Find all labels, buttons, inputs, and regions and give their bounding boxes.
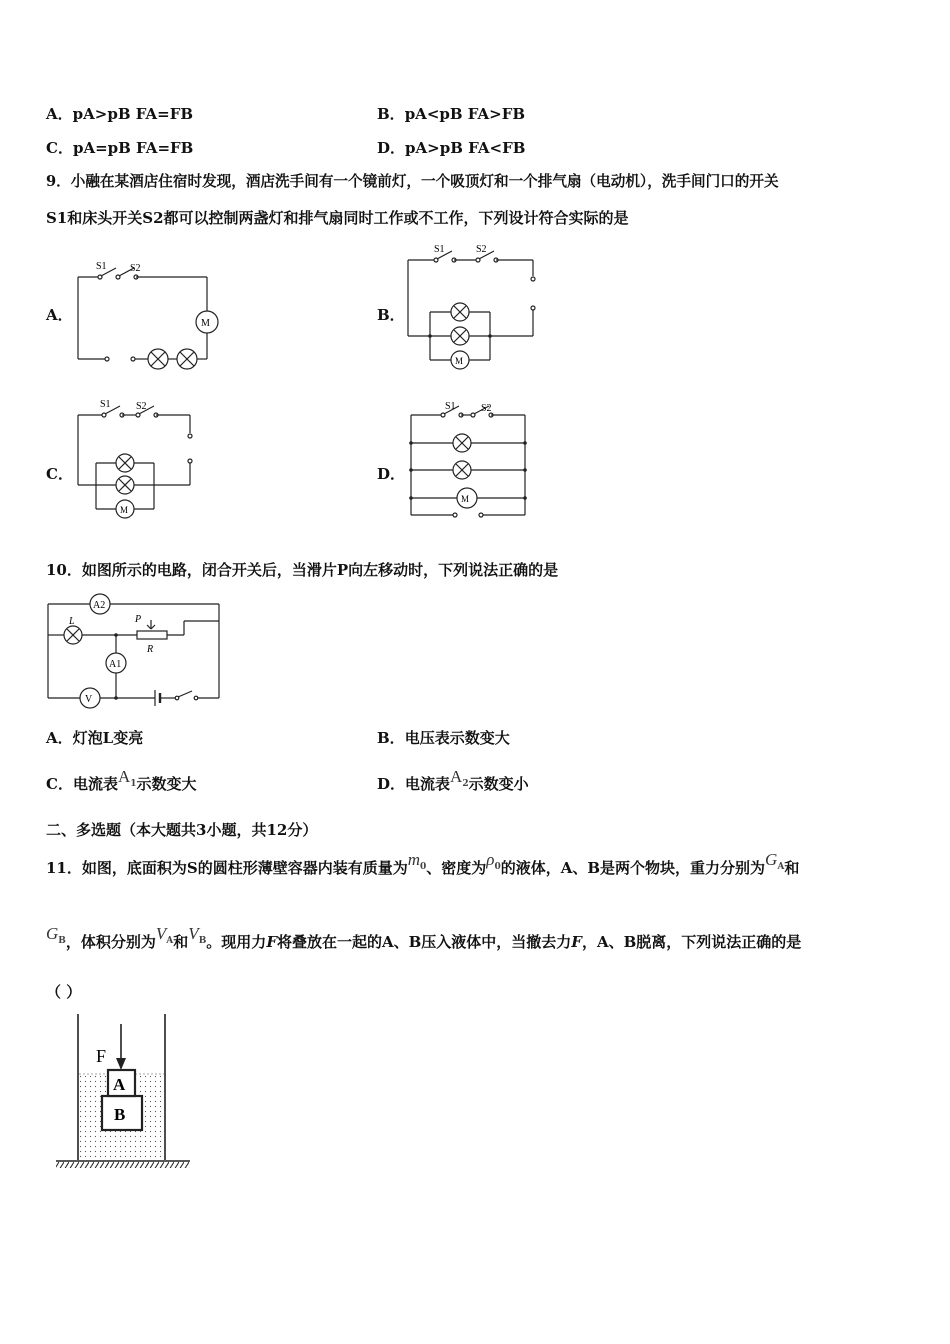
q10-a2-label: A2 bbox=[93, 600, 106, 611]
q8-option-c: C．pA=pB FA=FB bbox=[46, 139, 194, 157]
q10-l-label: L bbox=[69, 616, 75, 627]
q11-block-b-label: B bbox=[114, 1105, 126, 1124]
q9a-motor-label: M bbox=[201, 318, 210, 329]
q11-gb: G bbox=[46, 924, 59, 943]
q10-stem: 10．如图所示的电路，闭合开关后，当滑片P向左移动时，下列说法正确的是 bbox=[46, 561, 559, 579]
q9b-motor-label: M bbox=[455, 356, 464, 366]
q11-m0: m bbox=[407, 850, 420, 869]
q10-p-label: P bbox=[135, 614, 142, 625]
q9a-s2-label: S2 bbox=[130, 263, 141, 274]
q10-ammeter-a2-symbol: A bbox=[450, 767, 463, 786]
q9b-s1-label: S1 bbox=[434, 244, 445, 255]
q9d-s1-label: S1 bbox=[445, 401, 456, 412]
q11-ga: G bbox=[765, 850, 778, 869]
q11-stem-line1: 11．如图，底面积为S的圆柱形薄壁容器内装有质量为$m^0$、密度为$\rho^0$的液体，A、B是两个物块，重力分别为$G^A$和 bbox=[46, 850, 800, 877]
q10-circuit bbox=[44, 592, 224, 710]
q11-va: V bbox=[155, 924, 167, 943]
q10-a1-label: A1 bbox=[109, 659, 122, 670]
q10-option-d: D．电流表$A^2$示数变小 bbox=[377, 767, 529, 793]
q10-ammeter-a1-symbol: A bbox=[117, 767, 131, 786]
q9-stem-line2: S1和床头开关S2都可以控制两盏灯和排气扇同时工作或不工作，下列设计符合实际的是 bbox=[46, 209, 629, 227]
q9-stem-line1: 9．小融在某酒店住宿时发现，酒店洗手间有一个镜前灯，一个吸顶灯和一个排气扇（电动机），洗手间门口的开关 bbox=[46, 173, 779, 190]
q10-r-label: R bbox=[147, 644, 154, 655]
q8-option-b-text: pA<pB FA>FB bbox=[404, 105, 526, 123]
q9-circuit-a bbox=[70, 255, 220, 375]
q11-block-a-label: A bbox=[113, 1075, 126, 1094]
q8-option-d: D．pA>pB FA<FB bbox=[377, 139, 526, 157]
q9a-s1-label: S1 bbox=[96, 261, 107, 272]
q9d-s2-label: S2 bbox=[481, 403, 492, 414]
q9b-s2-label: S2 bbox=[476, 244, 487, 255]
q11-rho0: ρ bbox=[486, 850, 495, 869]
q9-circuit-b bbox=[400, 238, 550, 378]
q9-circuit-c bbox=[70, 395, 220, 525]
q9-option-d-label: D． bbox=[377, 465, 406, 483]
q9-circuit-d bbox=[403, 395, 543, 525]
q9d-motor-label: M bbox=[461, 494, 470, 504]
q10-v-label: V bbox=[85, 694, 93, 705]
q9c-motor-label: M bbox=[120, 505, 129, 515]
q9c-s1-label: S1 bbox=[100, 399, 111, 410]
q11-vb: V bbox=[188, 924, 199, 943]
q11-stem-line2: $G^B$，体积分别为$V^A$和$V^B$。现用力F将叠放在一起的A、B压入液体中，当撤去力F，A、B脱离，下列说法正确的是 bbox=[46, 924, 802, 951]
q9c-s2-label: S2 bbox=[136, 401, 147, 412]
q10-option-a: A．灯泡L变亮 bbox=[46, 729, 144, 747]
q11-answer-blank: （ ） bbox=[46, 983, 82, 1001]
q11-container-figure bbox=[54, 1010, 194, 1170]
q9-option-c-label: C． bbox=[46, 465, 73, 483]
q8-option-a: A．pA>pB FA=FB bbox=[46, 105, 194, 123]
q8-option-b: B．pA<pB FA>FB bbox=[377, 105, 526, 123]
section-title-multiple-choice: 二、多选题（本大题共3小题，共12分） bbox=[46, 821, 318, 839]
q10-option-b: B．电压表示数变大 bbox=[377, 729, 510, 747]
q8-option-d-text: pA>pB FA<FB bbox=[405, 139, 526, 157]
q8-option-a-text: pA>pB FA=FB bbox=[72, 105, 194, 123]
q9-option-a-label: A． bbox=[46, 306, 73, 324]
q11-force-label: F bbox=[96, 1046, 107, 1066]
q9-option-b-label: B． bbox=[377, 306, 405, 324]
q10-option-c: C．电流表$A^1$示数变大 bbox=[46, 767, 197, 793]
q8-option-c-text: pA=pB FA=FB bbox=[72, 139, 194, 157]
